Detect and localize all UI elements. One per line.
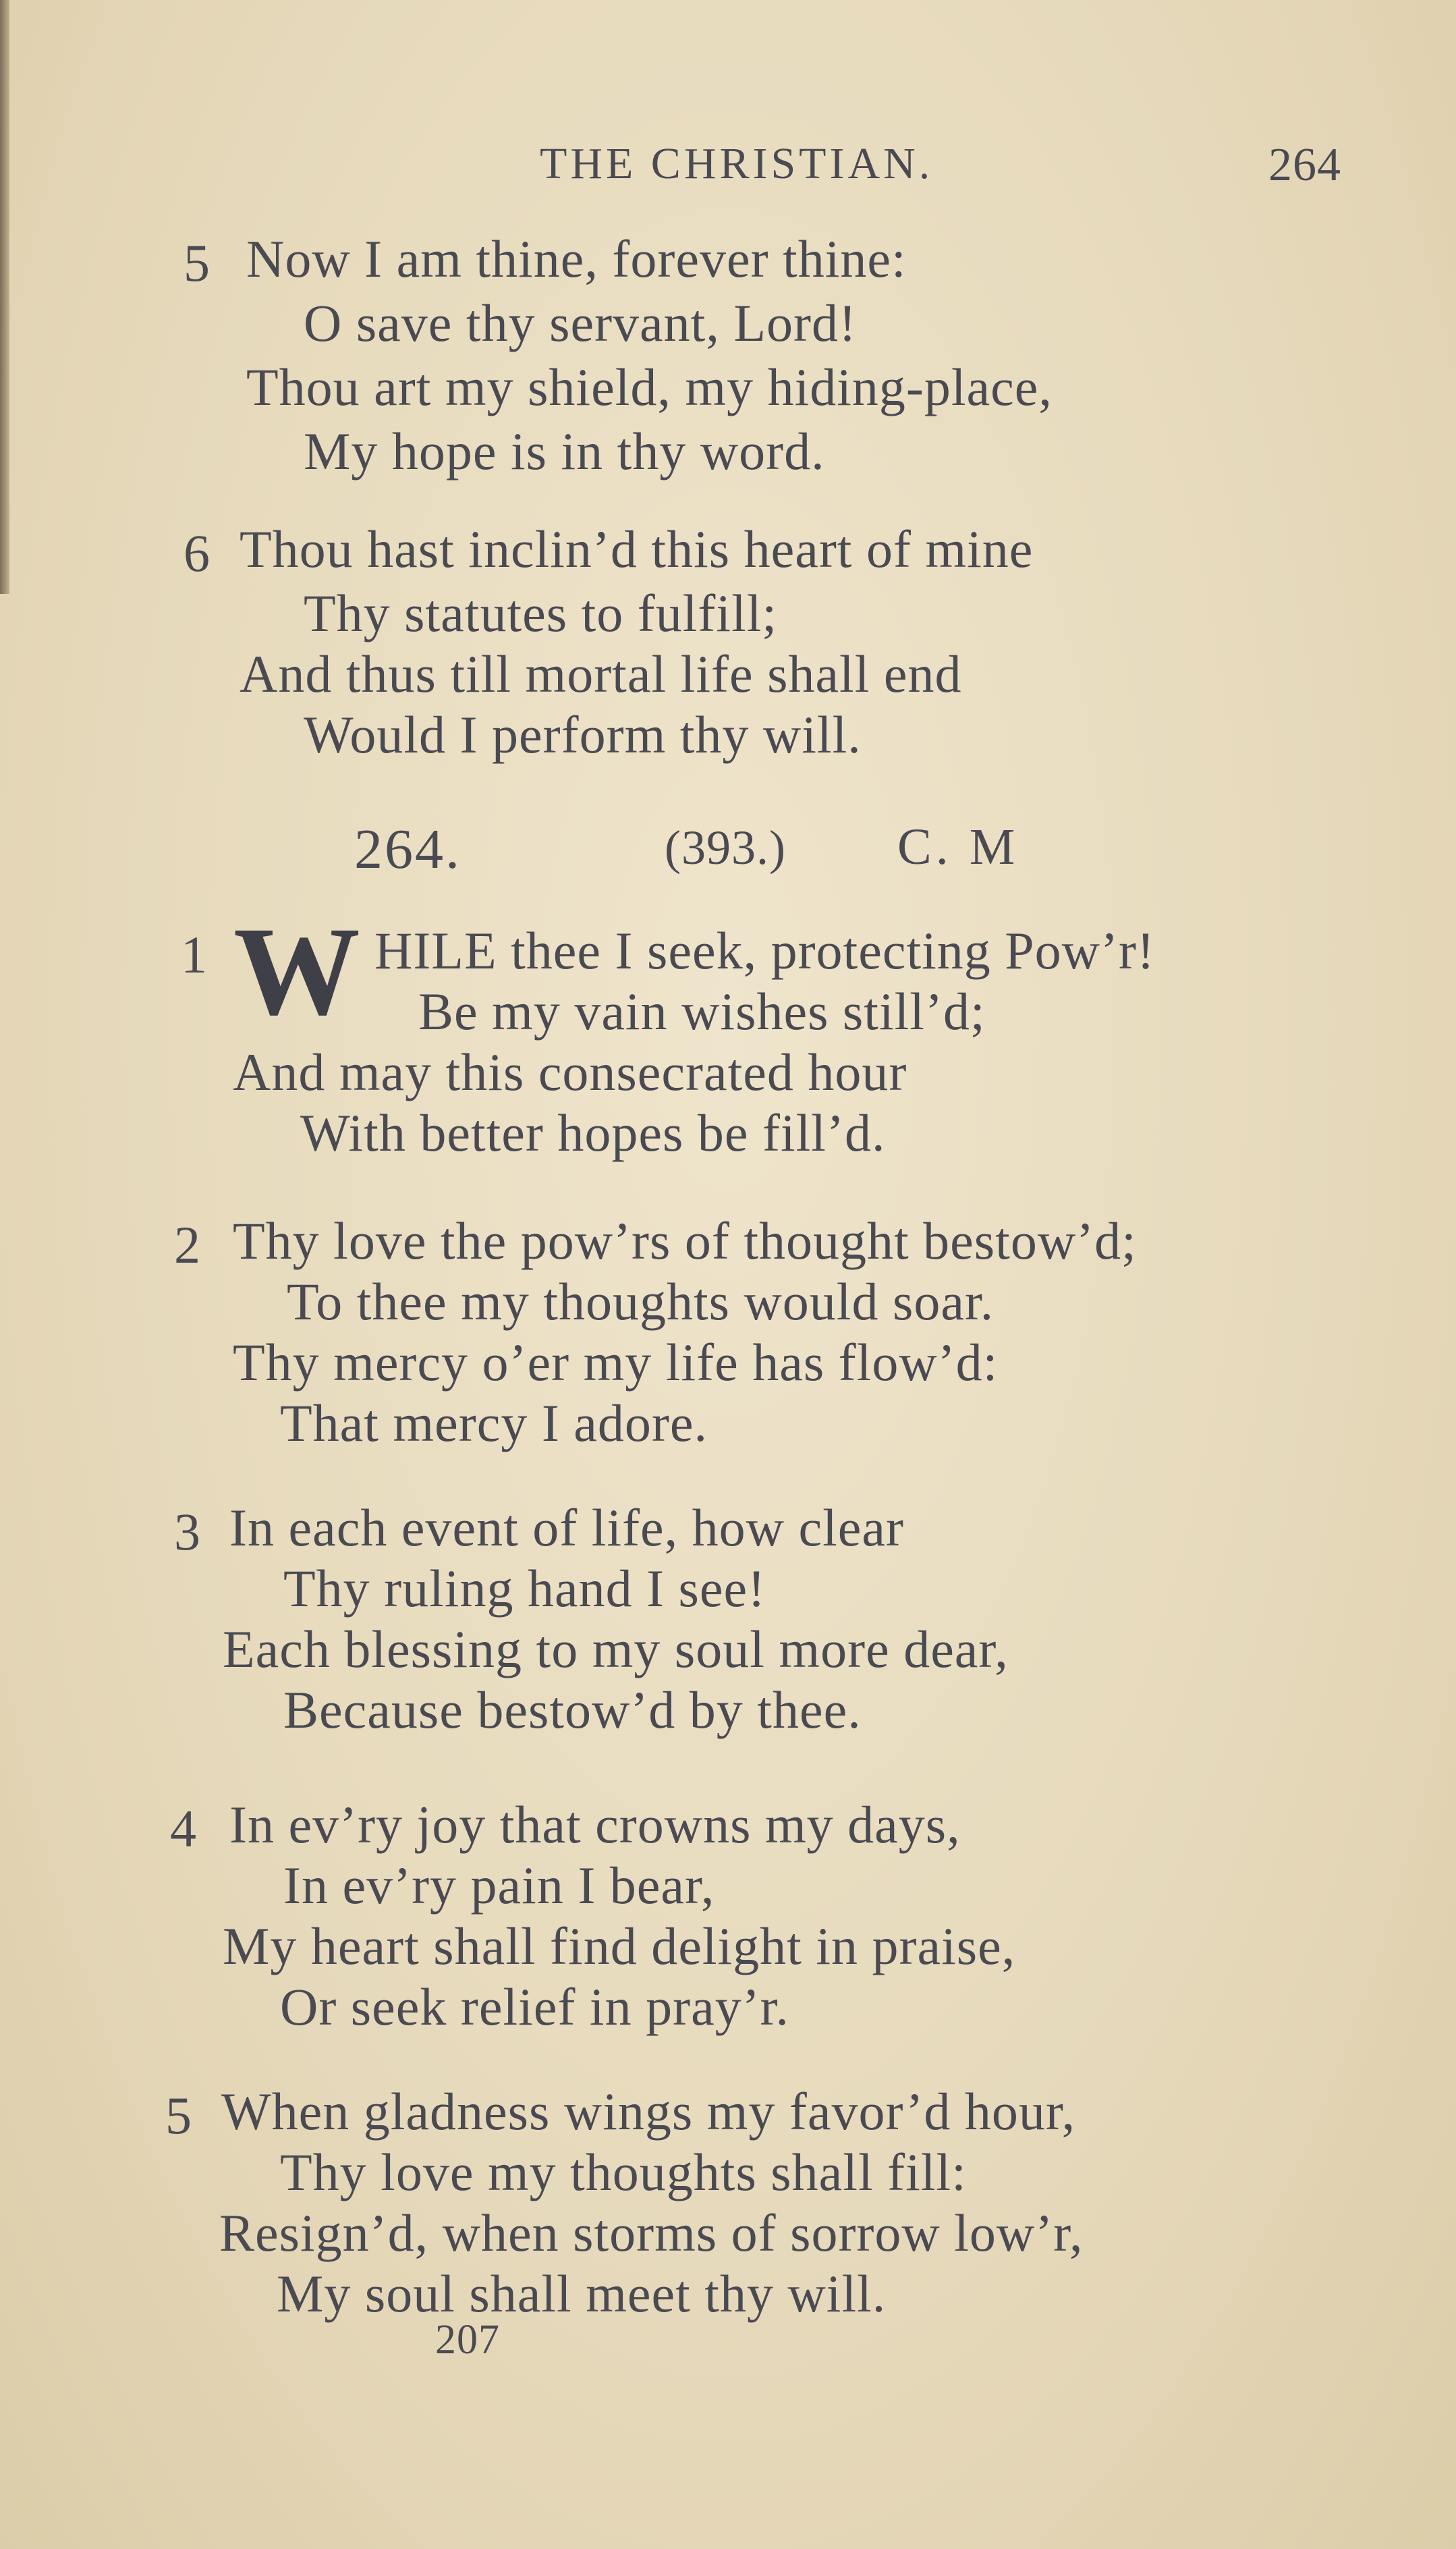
verse-number: 5	[165, 2086, 192, 2145]
verse-line: Thy mercy o’er my life has flow’d:	[233, 1333, 999, 1392]
hymn-number: 264.	[354, 818, 461, 881]
verse-line: With better hopes be fill’d.	[300, 1103, 886, 1162]
verse-line: My soul shall meet thy will.	[277, 2264, 887, 2323]
drop-cap: W	[233, 900, 360, 1041]
verse-line: When gladness wings my favor’d hour,	[221, 2082, 1076, 2141]
verse-line: My heart shall find delight in praise,	[223, 1917, 1016, 1975]
verse-line: Because bestow’d by thee.	[283, 1680, 862, 1739]
verse-number: 5	[184, 234, 211, 292]
verse-line: To thee my thoughts would soar.	[287, 1272, 995, 1331]
verse-line: Thy statutes to fulfill;	[304, 584, 778, 642]
tune-reference: (393.)	[665, 821, 786, 875]
verse-line: My hope is in thy word.	[304, 422, 825, 481]
verse-line: That mercy I adore.	[280, 1394, 708, 1452]
signature-mark: 207	[435, 2317, 500, 2363]
verse-number: 2	[174, 1215, 201, 1274]
page-number: 264	[1268, 139, 1341, 191]
verse-line: Thy ruling hand I see!	[283, 1559, 766, 1618]
verse-line: Would I perform thy will.	[304, 705, 862, 764]
verse-line: Or seek relief in pray’r.	[280, 1977, 789, 2036]
verse-number: 1	[181, 925, 208, 984]
verse-line: In ev’ry pain I bear,	[283, 1856, 715, 1915]
verse-line: And may this consecrated hour	[233, 1043, 907, 1101]
verse-line: Thou art my shield, my hiding-place,	[246, 358, 1053, 416]
verse-line: In each event of life, how clear	[229, 1498, 904, 1557]
page-edge-shadow	[0, 0, 9, 594]
verse-line: Resign’d, when storms of sorrow low’r,	[219, 2203, 1084, 2262]
verse-line: Each blessing to my soul more dear,	[223, 1620, 1009, 1678]
verse-line: O save thy servant, Lord!	[304, 294, 857, 352]
verse-line: Thy love my thoughts shall fill:	[280, 2143, 967, 2201]
hymn-meter: C. M	[897, 819, 1019, 875]
verse-line: Thy love the pow’rs of thought bestow’d;	[233, 1211, 1137, 1270]
verse-line: Thou hast inclin’d this heart of mine	[240, 520, 1034, 578]
verse-number: 4	[170, 1799, 197, 1858]
running-header-title: THE CHRISTIAN.	[540, 139, 934, 188]
verse-line: Now I am thine, forever thine:	[246, 229, 907, 288]
verse-line: Be my vain wishes still’d;	[418, 982, 986, 1041]
verse-line: In ev’ry joy that crowns my days,	[229, 1795, 961, 1854]
verse-number: 3	[174, 1502, 201, 1561]
verse-line: And thus till mortal life shall end	[240, 645, 962, 703]
verse-number: 6	[184, 524, 211, 582]
verse-line: HILE thee I seek, protecting Pow’r!	[374, 921, 1155, 980]
